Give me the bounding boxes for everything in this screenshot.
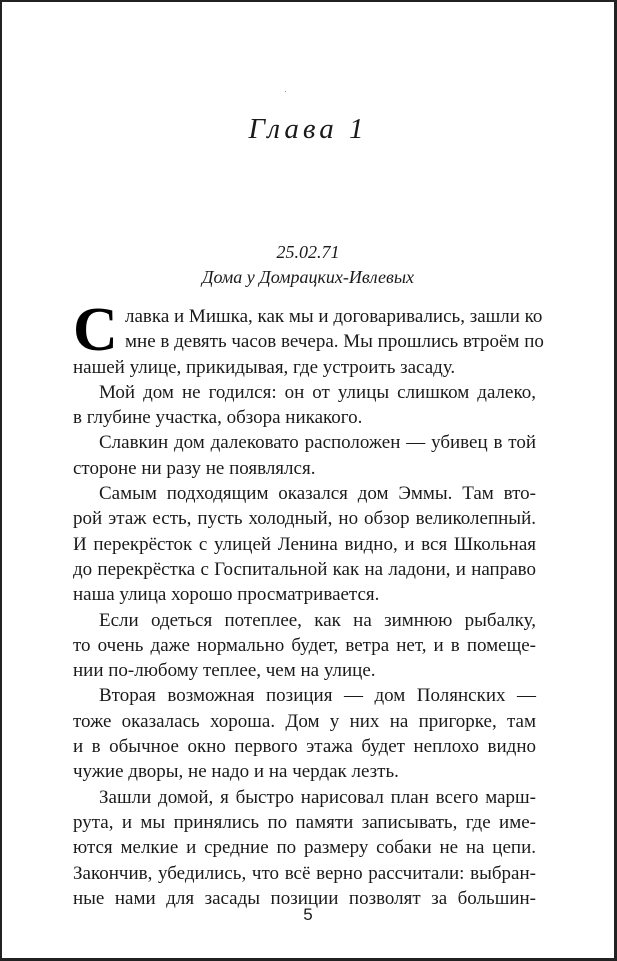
text-line: нии по-любому теплее, чем на улице. xyxy=(73,660,376,682)
text-line: Вторая возможная позиция — дом Полянских — xyxy=(99,685,536,707)
text-line: Самым подходящим оказался дом Эммы. Там вто- xyxy=(99,483,536,505)
text-line: до перекрёстка с Госпитальной как на ладони, и направо xyxy=(73,558,536,580)
text-line: рута, и мы принялись по памяти записывать, где име- xyxy=(73,811,536,833)
text-line: то очень даже нормально будет, ветра нет, и в помеще- xyxy=(73,634,536,656)
drop-cap: С xyxy=(73,296,118,364)
book-page xyxy=(2,2,614,958)
text-line: Мой дом не годился: он от улицы слишком далеко, xyxy=(99,381,536,403)
chapter-title: Глава 1 xyxy=(248,113,368,145)
page-number: 5 xyxy=(303,905,313,924)
text-line: стороне ни разу не появлялся. xyxy=(73,457,316,479)
section-date: 25.02.71 xyxy=(276,242,340,262)
text-line: ются мелкие и средние по размеру собаки не на цепи. xyxy=(73,837,536,859)
section-place: Дома у Домрацких-Ивлевых xyxy=(202,267,414,287)
body-text xyxy=(73,296,544,911)
text-line: тоже оказалась хороша. Дом у них на пригорке, там xyxy=(73,710,536,732)
text-line: рой этаж есть, пусть холодный, но обзор великолепный. xyxy=(73,508,536,530)
text-line: И перекрёсток с улицей Ленина видно, и вся Школьная xyxy=(73,533,536,555)
text-line: ные нами для засады позиции позволят за большин- xyxy=(73,887,536,909)
text-line: Закончив, убедились, что всё верно рассчитали: выбран- xyxy=(73,862,536,884)
text-line: Славкин дом далековато расположен — убивец в той xyxy=(99,432,536,454)
text-line: наша улица хорошо просматривается. xyxy=(73,584,380,606)
text-line: чужие дворы, не надо и на чердак лезть. xyxy=(73,761,399,783)
text-line: Зашли домой, я быстро нарисовал план всего марш- xyxy=(99,786,536,808)
text-line: нашей улице, прикидывая, где устроить засаду. xyxy=(73,356,456,378)
text-line: мне в девять часов вечера. Мы прошлись втроём по xyxy=(125,331,544,353)
text-line: и в обычное окно первого этажа будет неплохо видно xyxy=(73,736,536,758)
text-line: Если одеться потеплее, как на зимнюю рыбалку, xyxy=(99,609,536,631)
print-artifact-dot xyxy=(285,91,286,92)
text-line: лавка и Мишка, как мы и договаривались, зашли ко xyxy=(125,306,543,327)
text-line: в глубине участка, обзора никакого. xyxy=(73,407,363,429)
